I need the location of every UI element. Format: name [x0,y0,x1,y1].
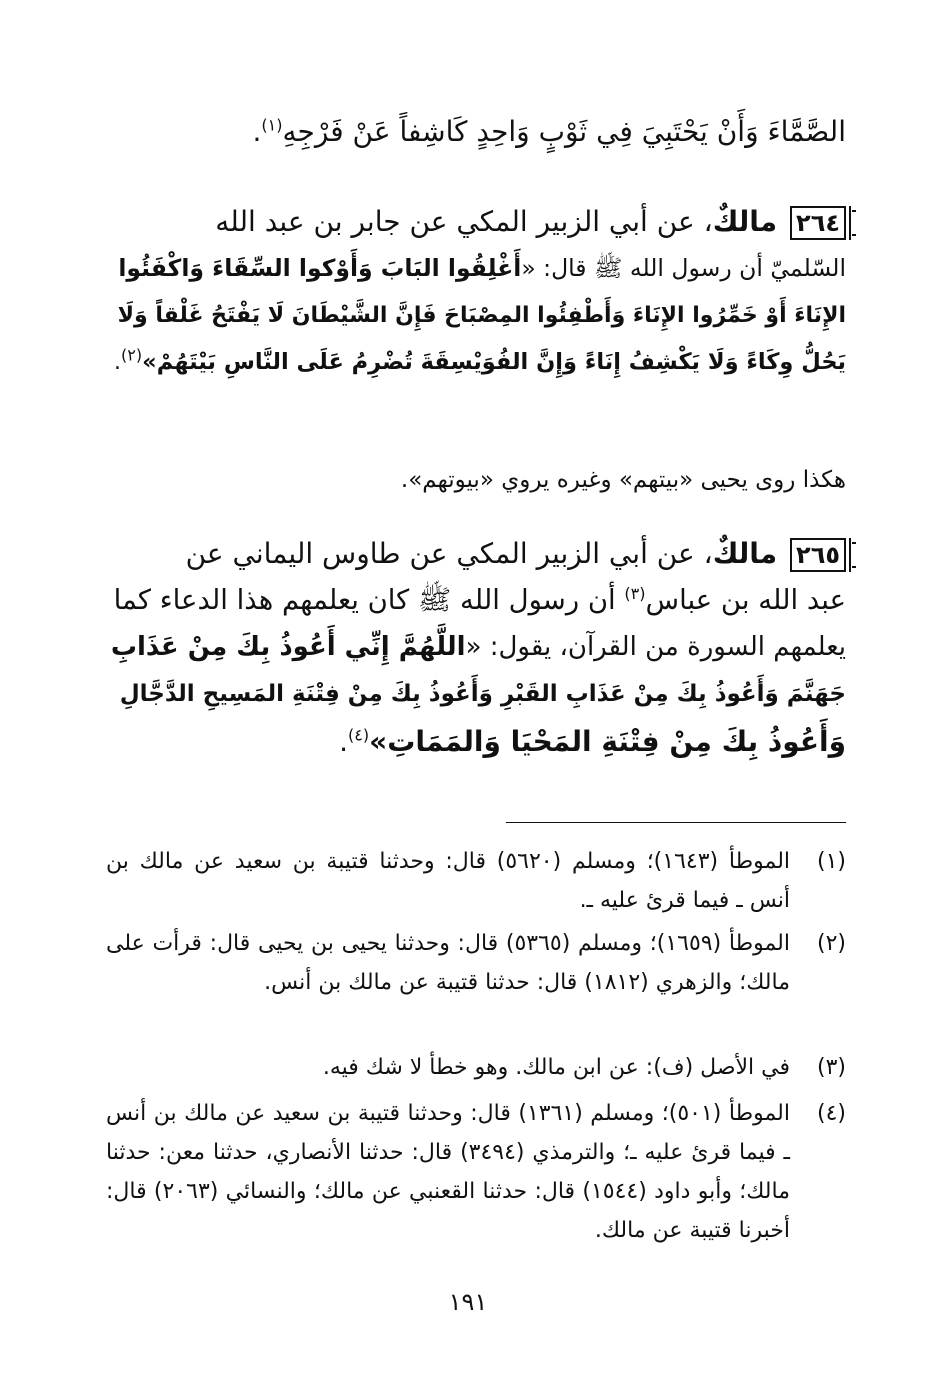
quote-close: » [142,349,157,375]
footnote-separator [506,822,846,823]
footnote-number: (١) [816,849,846,874]
chain-text: أن رسول الله ﷺ كان يعلمهم هذا الدعاء كما [113,584,625,616]
footnote-4 [106,1094,846,1250]
footnote-ref-1: (١) [261,115,283,135]
hadith-265-line-3 [106,624,846,671]
hadith-265-line-4: جَهَنَّمَ وَأَعُوذُ بِكَ مِنْ عَذَابِ القَبْرِ وَأَعُوذُ بِكَ مِنْ فِتْنَةِ المَسِيحِ الدَّجَّالِ [119,681,846,707]
continuation-paragraph [106,108,846,155]
hadith-264-line-2 [106,245,846,292]
hadith-text: يَحُلُّ وِكَاءً وَلَا يَكْشِفُ إِنَاءً وَإِنَّ الفُوَيْسِقَةَ تُضْرِمُ عَلَى النَّاسِ بَيْتَهُمْ [156,349,846,375]
hadith-text: وَأَعُوذُ بِكَ مِنْ فِتْنَةِ المَحْيَا وَالمَمَاتِ [387,725,846,758]
footnote-3 [106,1048,846,1087]
hadith-number-badge: ٢٦٤ [790,206,846,240]
sentence-end: . [252,115,262,148]
footnote-1 [106,842,846,920]
hadith-264-line-4 [106,339,846,386]
footnote-ref-3: (٣) [624,583,646,603]
footnote-ref-4: (٤) [348,725,370,745]
hadith-text: أَغْلِقُوا البَابَ وَأَوْكوا السِّقَاءَ وَاكْفَئُوا [118,254,522,282]
hadith-264 [106,198,846,386]
chain-text: السّلميّ أن رسول الله ﷺ قال: « [521,254,846,282]
hadith-number-badge: ٢٦٥ [790,538,846,572]
hadith-265-line-5 [106,718,846,765]
narrator-name: مالكٌ [712,205,778,238]
chain-text: يعلمهم السورة من القرآن، يقول: « [465,632,846,662]
footnote-text: الموطأ (٥٠١)؛ ومسلم (١٣٦١) قال: وحدثنا قتيبة بن سعيد عن مالك بن أنس ـ فيما قرئ عليه ـ؛ والترمذي (٣٤٩٤) قال: حدثنا الأنصاري، حدثنا معن: حدثنا مالك؛ وأبو داود (١٥٤٤) قال: حدثنا القعنبي عن مالك؛ والنسائي (٢٠٦٣) قال: أخبرنا قتيبة عن مالك. [106,1101,790,1243]
continuation-line [106,108,846,155]
hadith-264-line-3: الإِنَاءَ أَوْ خَمِّرُوا الإِنَاءَ وَأَطْفِئُوا المِصْبَاحَ فَإِنَّ الشَّيْطَانَ لَا يَفْتَحُ غَلْقاً وَلَا [117,303,846,328]
page-number: ١٩١ [448,1288,488,1316]
sentence-end: . [339,725,348,758]
chain-text: ، عن أبي الزبير المكي عن طاوس اليماني عن [185,537,713,570]
narration-note [106,460,846,500]
footnote-text: الموطأ (١٦٤٣)؛ ومسلم (٥٦٢٠) قال: وحدثنا قتيبة بن سعيد عن مالك بن أنس ـ فيما قرئ عليه ـ. [106,849,791,913]
narration-note-text: هكذا روى يحيى «بيتهم» وغيره يروي «بيوتهم». [400,467,846,493]
quote-close: » [369,725,388,758]
continuation-text: الصَّمَّاءَ وَأَنْ يَحْتَبِيَ فِي ثَوْبٍ وَاحِدٍ كَاشِفاً عَنْ فَرْجِهِ [282,115,846,148]
chain-text: ، عن أبي الزبير المكي عن جابر بن عبد الله [215,205,713,238]
hadith-text: اللَّهُمَّ إِنِّي أَعُوذُ بِكَ مِنْ عَذَابِ [110,632,466,662]
footnote-ref-2: (٢) [121,345,143,365]
footnote-number: (٢) [816,931,846,956]
hadith-265-line-2 [106,577,846,624]
narrator-name: مالكٌ [712,537,778,570]
hadith-265-line-1 [106,530,846,577]
hadith-265 [106,530,846,765]
footnote-number: (٤) [816,1101,846,1126]
footnote-text: في الأصل (ف): عن ابن مالك. وهو خطأ لا شك فيه. [322,1055,790,1080]
footnote-number: (٣) [816,1055,846,1080]
sentence-end: . [113,349,122,375]
footnote-text: الموطأ (١٦٥٩)؛ ومسلم (٥٣٦٥) قال: وحدثنا يحيى بن يحيى قال: قرأت على مالك؛ والزهري (١٨١٢) قال: حدثنا قتيبة عن مالك بن أنس. [106,931,790,995]
hadith-264-line-1 [106,198,846,245]
footnote-2 [106,924,846,1002]
chain-text: عبد الله بن عباس [645,584,846,616]
